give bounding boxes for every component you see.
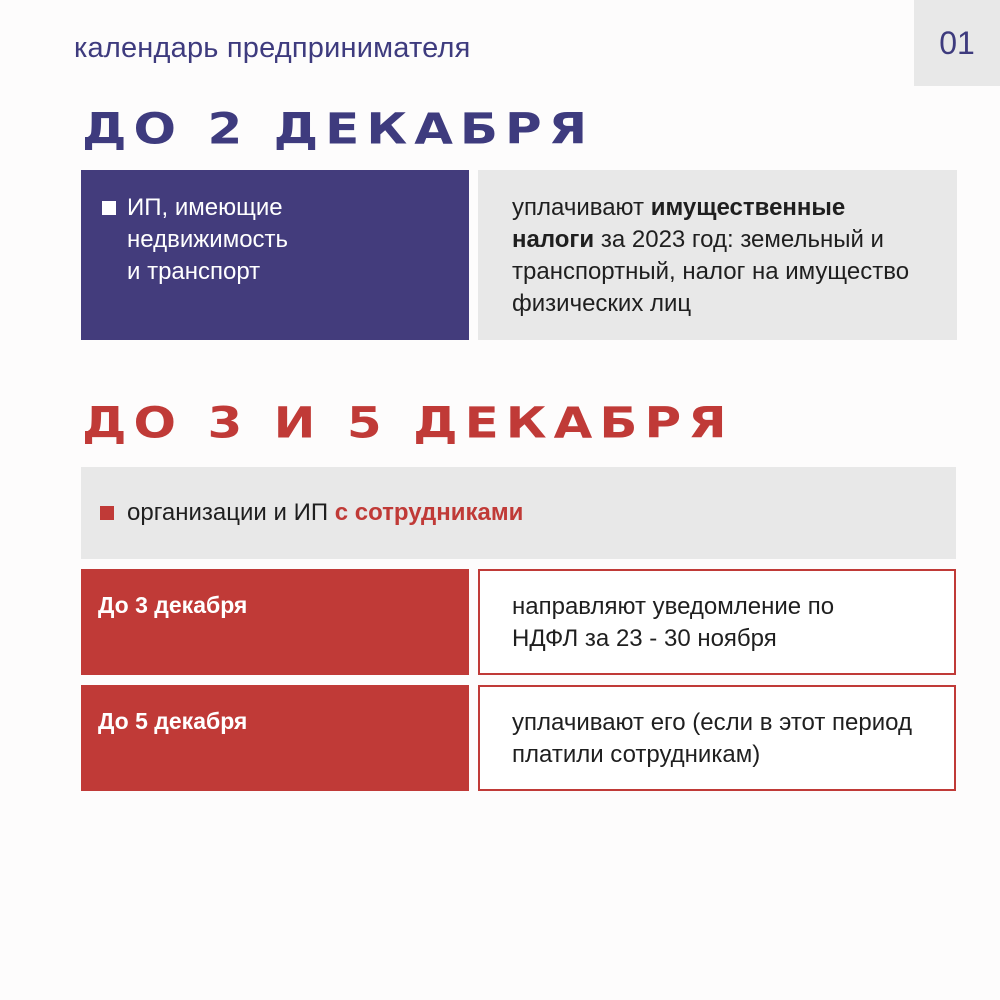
- bullet-square-icon: [102, 201, 116, 215]
- header-title: календарь предпринимателя: [74, 32, 471, 64]
- row2-date: До 5 декабря: [98, 708, 248, 734]
- who-line: недвижимость: [127, 226, 289, 253]
- row1-date-box: [81, 569, 469, 675]
- bullet-square-icon: [100, 506, 114, 520]
- section1-what-text: [512, 192, 922, 320]
- section2-who-text: [127, 497, 927, 529]
- what-suffix: за 2023 год: земельный и транспортный, налог на имущество физических лиц: [512, 226, 910, 317]
- section1-what-box: [478, 170, 957, 340]
- who-highlight: с сотрудниками: [334, 499, 524, 526]
- row1-text-box: [478, 569, 956, 675]
- who-line: и транспорт: [127, 258, 261, 285]
- section1-who-text: [127, 192, 447, 288]
- what-prefix: уплачивают: [512, 194, 651, 221]
- what-bold: имущественные налоги: [512, 194, 846, 253]
- who-line: ИП, имеющие: [127, 194, 283, 221]
- page-number: 01: [914, 0, 1000, 86]
- row2-date-box: [81, 685, 469, 791]
- section1-heading: ДО 2 ДЕКАБРЯ: [82, 104, 595, 154]
- row2-text-box: [478, 685, 956, 791]
- who-prefix: организации и ИП: [127, 499, 335, 526]
- section2-who-box: [81, 467, 956, 559]
- row1-date: До 3 декабря: [98, 592, 248, 618]
- section2-heading: ДО 3 И 5 ДЕКАБРЯ: [82, 398, 734, 448]
- row2-text: уплачивают его (если в этот период платили сотрудникам): [512, 709, 912, 768]
- section1-who-box: [81, 170, 469, 340]
- row1-text: направляют уведомление по НДФЛ за 23 - 30 ноября: [512, 593, 835, 652]
